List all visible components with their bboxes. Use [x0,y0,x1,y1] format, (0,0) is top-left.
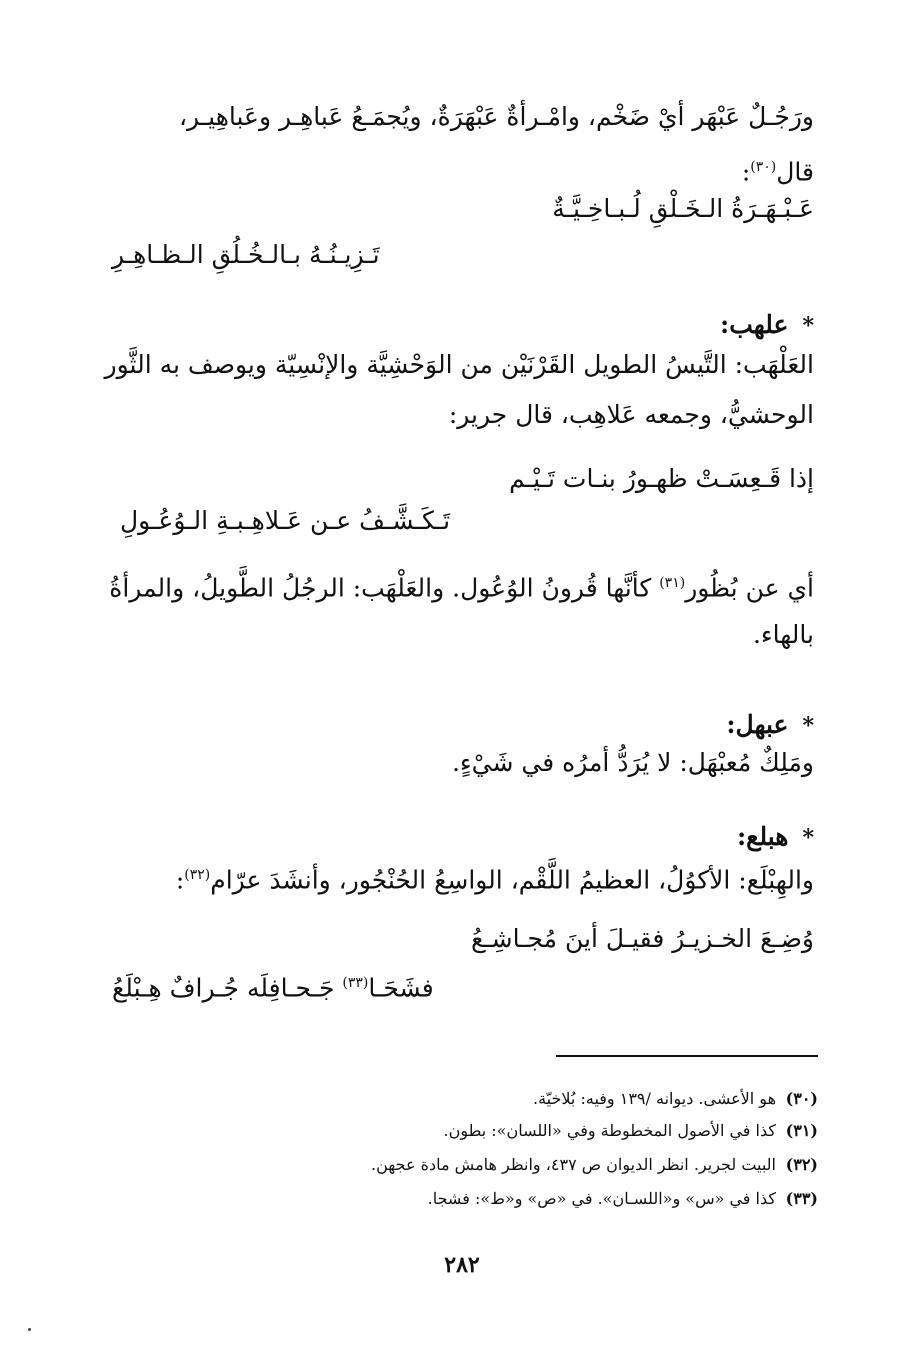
entry1-qala [742,150,814,189]
footnote-number: (٣٣) [785,1189,818,1208]
text-part: والهِبْلَع: الأكوُلُ، العظيمُ اللَّقْم، الواسِعُ الحُنْجُور، وأنشَدَ عرّام [210,865,814,895]
entry2-line4: بالهاء. [752,620,814,649]
footnote-30 [533,1088,818,1110]
verse1-line2: تَـزِيـنُـهُ بـالـخُـلُقِ الـظـاهِـرِ [112,240,380,269]
verse2-line2: تَـكَـشَّـفُ عـن عَـلاهِـبـةِ الـوُعُـولِ [120,506,451,535]
asterisk-icon: * [802,825,814,851]
footnote-text: كذا في «س» و«اللسـان». في «ص» و«ط»: فشجا. [427,1189,776,1208]
verse2-line1: إذا قَـعِسَـتْ ظهـورُ بنـات تَـيْـم [509,464,814,493]
entry2-line1: العَلْهَب: التَّيسُ الطويل القَرْنَيْن من الوَحْشِيَّة والإنْسِيّة ويوصف به الثَّور [104,350,814,379]
text-part: كأنَّها قُرونُ الوُعُول. والعَلْهَب: الرجُلُ الطَّويلُ، والمرأةُ [109,573,660,603]
entry4-line1 [176,858,814,897]
colon: : [741,157,751,187]
footnote-ref: (٣٠) [750,159,777,175]
heading-alhab [720,308,814,343]
verse4-line1: وُضِـعَ الخـزيـرُ فقيـلَ أينَ مُجـاشِـعُ [471,924,814,953]
asterisk-icon: * [802,313,814,339]
entry2-line3 [109,566,814,605]
footnote-text: البيت لجرير. انظر الديوان ص ٤٣٧، وانظر هامش مادة عجهن. [371,1155,776,1174]
footnote-ref: (٣١) [659,575,686,591]
text-part: : [175,865,185,895]
footnote-32 [371,1154,818,1176]
verse4-line2 [112,966,434,1005]
text-part: جَـحـافِلَه جُـرافٌ هِـبْلَعُ [112,973,343,1003]
footnote-number: (٣٠) [785,1089,818,1108]
text-part: أي عن بُظُور [685,573,814,603]
entry3-line1: ومَلِكٌ مُعبْهَل: لا يُرَدُّ أمرُه في شَيْءٍ. [451,748,814,777]
footnote-text: كذا في الأصول المخطوطة وفي «اللسان»: بطون. [443,1121,776,1140]
footnote-ref: (٣٢) [184,867,211,883]
asterisk-icon: * [802,713,814,739]
footnote-divider [556,1055,818,1057]
entry2-line2: الوحشيُّ، وجمعه عَلاهِب، قال جرير: [448,400,814,429]
footnote-number: (٣١) [785,1121,818,1140]
footnote-text: هو الأعشى. ديوانه /١٣٩ وفيه: بُلاخيّة. [533,1089,776,1108]
scan-speck [28,1328,31,1331]
footnote-33 [428,1188,818,1210]
footnote-31 [444,1120,818,1142]
heading-text: عبهل: [726,710,789,739]
text-part: فشَحَـا [368,973,434,1003]
heading-text: علهب: [719,310,789,339]
qala-word: قال [776,157,814,187]
entry1-line1: ورَجُـلٌ عَبْهَر أيْ ضَخْم، وامْـرأةٌ عَبْهَرَةٌ، ويُجمَـعُ عَباهِـر وعَباهِيـر، [178,102,814,131]
page-number: ٢٨٢ [444,1252,480,1278]
verse1-line1: عَـبْـهَـرَةُ الـخَـلْقِ لُـبـاخِـيَّـةٌ [552,194,814,223]
footnote-number: (٣٢) [785,1155,818,1174]
heading-abhal [726,708,814,743]
footnote-ref: (٣٣) [342,975,369,991]
heading-text: هبلع: [736,822,789,851]
heading-hablaa [737,820,814,855]
